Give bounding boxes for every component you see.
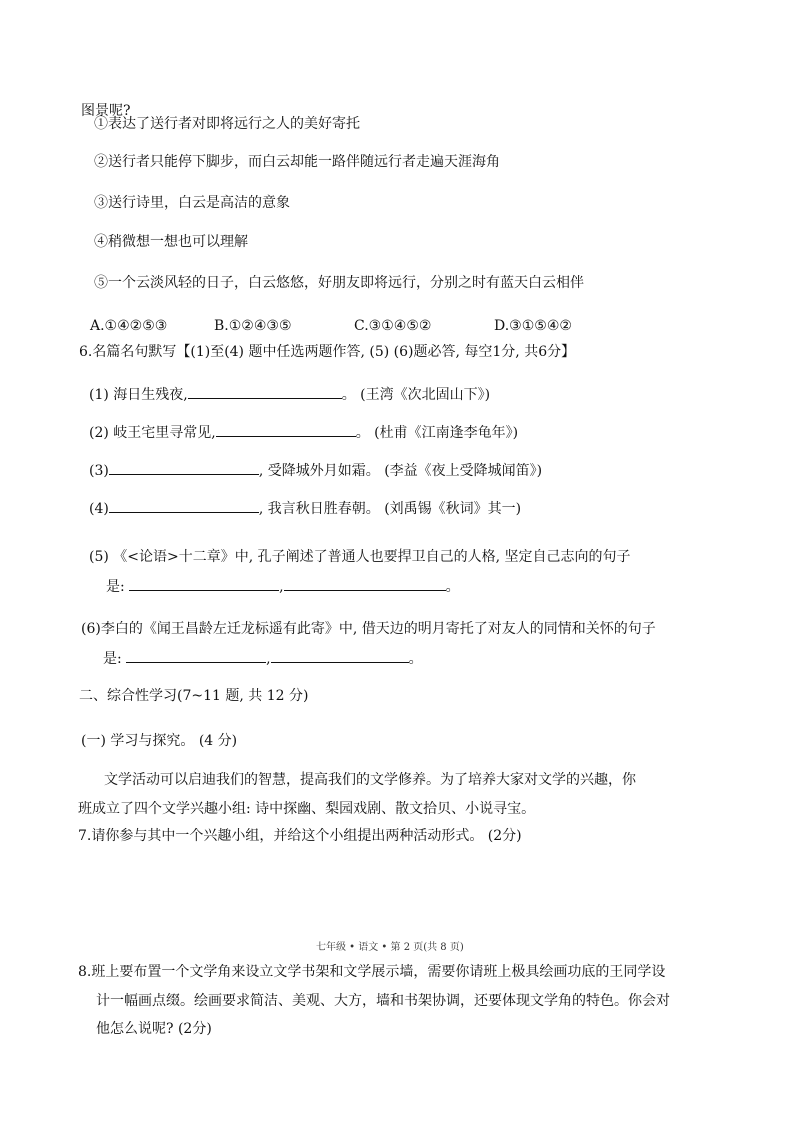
q5-item-4: ④稍微想一想也可以理解 [94,234,248,250]
answer-blank[interactable] [284,576,446,591]
q6-item-5-label: 是: [106,579,125,595]
page-footer: 七年级 • 语文 • 第 2 页(共 8 页) [316,942,464,953]
q6-item-4-prefix: (4) [89,501,109,517]
q6-item-2-suffix: 。 (杜甫《江南逢李龟年》) [355,425,519,441]
answer-blank[interactable] [109,498,259,513]
q6-item-4 [89,498,521,519]
q6-item-3-suffix: , 受降城外月如霜。 (李益《夜上受降城闻笛》) [258,463,543,479]
q6-item-5-text: (5) 《<论语>十二章》中, 孔子阐述了普通人也要捍卫自己的人格, 坚定自己志向的句子 [89,549,631,565]
q5-option-c: C.③①④⑤② [354,318,432,334]
q6-item-2 [89,422,518,443]
q6-item-3-prefix: (3) [89,463,109,479]
q6-item-1 [89,384,490,405]
q5-tail: 图景呢? [81,103,131,119]
q5-item-3: ③送行诗里，白云是高洁的意象 [94,195,290,211]
q7-text: 7.请你参与其中一个兴趣小组，并给这个小组提出两种活动形式。 (2分) [78,828,522,844]
q6-heading: 6.名篇名句默写【(1)至(4) 题中任选两题作答, (5) (6)题必答, 每空1分, 共6分】 [79,344,576,360]
answer-blank[interactable] [109,460,259,475]
q6-item-5-comma: , [279,579,284,595]
q6-item-3 [89,460,542,481]
answer-blank[interactable] [126,648,266,663]
section-2-para-line-2: 班成立了四个文学兴趣小组: 诗中探幽、梨园戏剧、散文拾贝、小说寻宝。 [78,801,536,817]
section-2-sub-1: (一) 学习与探究。 (4 分) [81,733,238,749]
q5-item-5: ⑤一个云淡风轻的日子，白云悠悠，好朋友即将远行，分别之时有蓝天白云相伴 [94,275,584,291]
q6-item-1-prefix: (1) 海日生残夜, [89,387,188,403]
q6-item-1-suffix: 。 (王湾《次北固山下》) [341,387,491,403]
section-2-heading: 二、综合性学习(7~11 题, 共 12 分) [79,688,309,704]
answer-blank[interactable] [129,576,279,591]
answer-blank[interactable] [216,422,356,437]
q8-line-3: 他怎么说呢? (2分) [96,1021,212,1037]
q6-item-2-prefix: (2) 岐王宅里寻常见, [89,425,216,441]
q6-item-4-suffix: , 我言秋日胜春朝。 (刘禹锡《秋词》其一) [258,501,522,517]
q6-item-6-label: 是: [103,651,122,667]
q5-item-1: ①表达了送行者对即将远行之人的美好寄托 [94,116,360,132]
answer-blank[interactable] [188,384,342,399]
q6-item-6-comma: , [266,651,271,667]
q8-line-1: 8.班上要布置一个文学角来设立文学书架和文学展示墙，需要你请班上极具绘画功底的王同学设 [78,964,666,980]
q5-option-a: A.①④②⑤③ [90,318,168,334]
q5-option-d: D.③①⑤④② [494,318,572,334]
section-2-para-line-1: 文学活动可以启迪我们的智慧，提高我们的文学修养。为了培养大家对文学的兴趣，你 [104,772,636,788]
q5-item-2: ②送行者只能停下脚步，而白云却能一路伴随远行者走遍天涯海角 [94,154,500,170]
q6-item-6-text: (6)李白的《闻王昌龄左迁龙标遥有此寄》中, 借天边的明月寄托了对友人的同情和关怀的句子 [81,621,656,637]
q6-item-5-end: 。 [445,579,460,595]
q6-item-6-end: 。 [408,651,423,667]
q6-item-5-answer [106,576,460,597]
q5-option-b: B.①②④③⑤ [214,318,292,334]
q8-line-2: 计一幅画点缀。绘画要求简洁、美观、大方，墙和书架协调，还要体现文学角的特色。你会对 [96,993,670,1009]
q6-item-6-answer [103,648,423,669]
answer-blank[interactable] [271,648,409,663]
